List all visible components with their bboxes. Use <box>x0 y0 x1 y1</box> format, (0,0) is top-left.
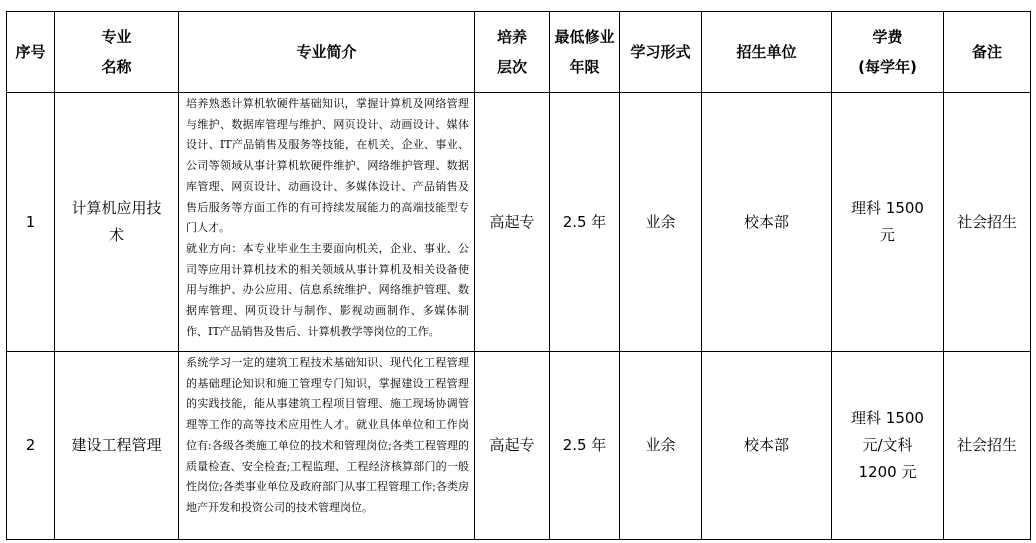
intro-paragraph: 就业方向：本专业毕业生主要面向机关，企业、事业、公司等应用计算机技术的相关领域从事计算机及相关设备使用与维护、办公应用、信息系统维护、网络维护管理、数据库管理、网页设计与制作、影视动画制作、多媒体制作、IT产品销售及售后、计算机教学等岗位的工作。 <box>186 241 469 338</box>
cell-notes: 社会招生 <box>944 352 1031 540</box>
intro-paragraph: 系统学习一定的建筑工程技术基础知识、现代化工程管理的基础理论知识和施工管理专门知识，掌握建设工程管理的实践技能，能从事建筑工程项目管理、施工现场协调管理等工作的高等技术应用性人才。就业具体单位和工作岗位有:各级各类施工单位的技术和管理岗位;各类工程管理的质量检查、安全检查;工程监理、工程经济核算部门的一般性岗位;各类事业单位及政府部门从事工程管理工作;各类房地产开发和投资公司的技术管理岗位。 <box>186 356 469 514</box>
cell-major-name: 建设工程管理 <box>55 352 179 540</box>
header-seq: 序号 <box>7 12 55 93</box>
intro-paragraph: 培养熟悉计算机软硬件基础知识，掌握计算机及网络管理与维护、数据库管理与维护、网页设计、动画设计、媒体设计、IT产品销售及服务等技能，在机关、企业、事业、公司等领域从事计算机软硬件维护、网络维护管理、数据库管理、网页设计、动画设计、多媒体设计、产品销售及售后服务等方面工作的有可持续发展能力的高端技能型专门人才。 <box>186 97 469 235</box>
cell-intro <box>179 352 475 540</box>
header-tuition: 学费 (每学年) <box>832 12 944 93</box>
header-level: 培养 层次 <box>475 12 550 93</box>
header-min-years: 最低修业 年限 <box>550 12 620 93</box>
cell-intro <box>179 93 475 352</box>
cell-tuition: 理科 1500 元 <box>832 93 944 352</box>
cell-enroll-unit: 校本部 <box>702 93 832 352</box>
cell-seq: 1 <box>7 93 55 352</box>
header-intro: 专业简介 <box>179 12 475 93</box>
header-row <box>7 12 1031 93</box>
cell-level: 高起专 <box>475 93 550 352</box>
cell-min-years: 2.5 年 <box>550 352 620 540</box>
table-row <box>7 93 1031 352</box>
cell-level: 高起专 <box>475 352 550 540</box>
cell-study-mode: 业余 <box>620 352 702 540</box>
header-notes: 备注 <box>944 12 1031 93</box>
header-major-name: 专业 名称 <box>55 12 179 93</box>
table-row <box>7 352 1031 540</box>
cell-min-years: 2.5 年 <box>550 93 620 352</box>
header-enroll-unit: 招生单位 <box>702 12 832 93</box>
cell-enroll-unit: 校本部 <box>702 352 832 540</box>
cell-tuition: 理科 1500 元/文科 1200 元 <box>832 352 944 540</box>
cell-major-name: 计算机应用技术 <box>55 93 179 352</box>
majors-table <box>6 11 1031 540</box>
cell-seq: 2 <box>7 352 55 540</box>
cell-notes: 社会招生 <box>944 93 1031 352</box>
header-study-mode: 学习形式 <box>620 12 702 93</box>
cell-study-mode: 业余 <box>620 93 702 352</box>
